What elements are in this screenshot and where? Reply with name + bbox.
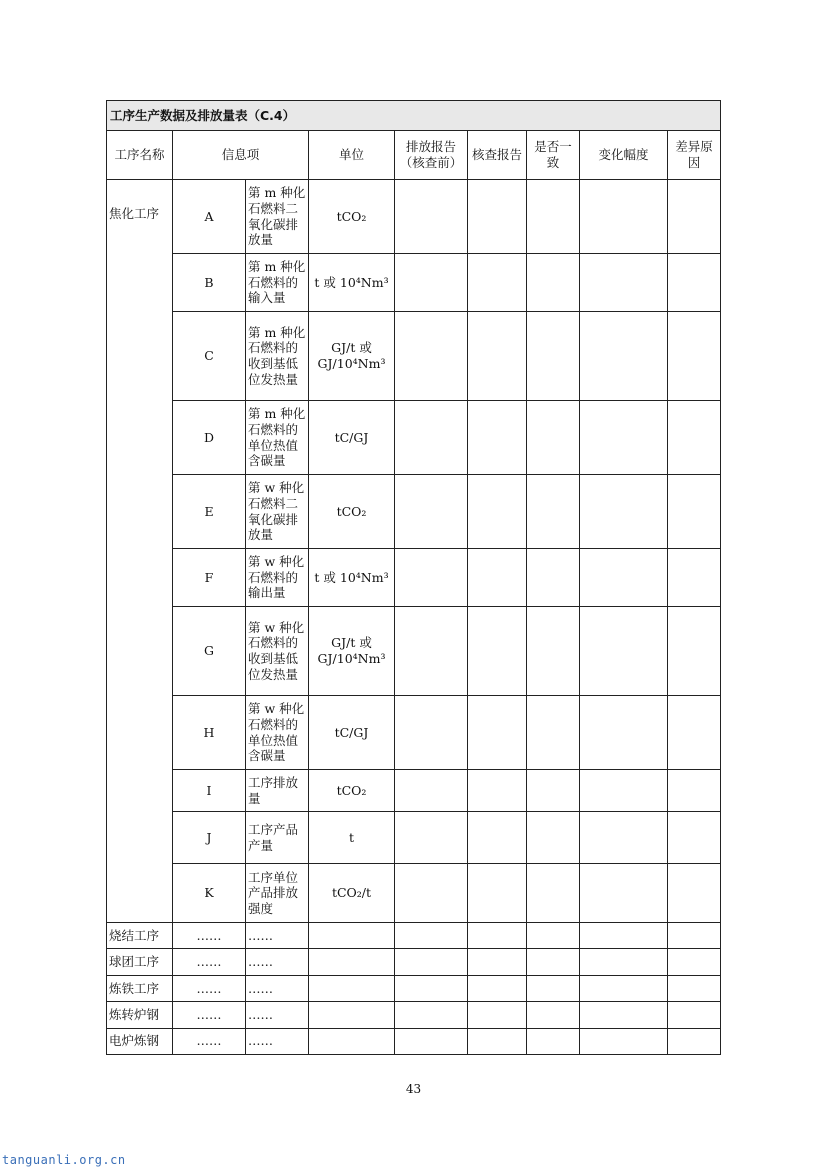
item-description: 工序产品产量: [246, 812, 309, 864]
cell-report: [395, 254, 468, 312]
cell-reason: [668, 812, 721, 864]
cell-change: [580, 549, 668, 607]
item-unit: [309, 1002, 395, 1028]
cell-report: [395, 549, 468, 607]
table-row: [107, 864, 721, 923]
cell-change: [580, 975, 668, 1001]
item-description: 第 w 种化石燃料的单位热值含碳量: [246, 696, 309, 770]
cell-reason: [668, 401, 721, 475]
cell-verify: [468, 812, 527, 864]
cell-change: [580, 770, 668, 812]
item-code: G: [173, 607, 246, 696]
cell-report: [395, 1028, 468, 1054]
cell-report: [395, 607, 468, 696]
cell-match: [527, 180, 580, 254]
cell-report: [395, 180, 468, 254]
cell-verify: [468, 312, 527, 401]
item-description: 第 w 种化石燃料的输出量: [246, 549, 309, 607]
cell-match: [527, 949, 580, 975]
cell-match: [527, 475, 580, 549]
table-row: [107, 549, 721, 607]
item-code: K: [173, 864, 246, 923]
table-title: 工序生产数据及排放量表（C.4）: [107, 101, 721, 131]
cell-change: [580, 1002, 668, 1028]
table-row: [107, 770, 721, 812]
item-code: H: [173, 696, 246, 770]
item-description: ……: [246, 1028, 309, 1054]
cell-reason: [668, 949, 721, 975]
cell-report: [395, 812, 468, 864]
cell-verify: [468, 696, 527, 770]
item-unit: t 或 10⁴Nm³: [309, 254, 395, 312]
item-unit: t: [309, 812, 395, 864]
process-name: 烧结工序: [107, 923, 173, 949]
item-code: J: [173, 812, 246, 864]
item-description: ……: [246, 949, 309, 975]
item-code: ……: [173, 975, 246, 1001]
header-process-name: 工序名称: [107, 131, 173, 180]
cell-change: [580, 949, 668, 975]
cell-verify: [468, 864, 527, 923]
table-row: [107, 696, 721, 770]
item-description: 第 m 种化石燃料的单位热值含碳量: [246, 401, 309, 475]
table-row: [107, 923, 721, 949]
cell-verify: [468, 949, 527, 975]
item-unit: GJ/t 或 GJ/10⁴Nm³: [309, 312, 395, 401]
table-row: [107, 607, 721, 696]
cell-report: [395, 475, 468, 549]
cell-match: [527, 1002, 580, 1028]
header-verification-report: 核查报告: [468, 131, 527, 180]
item-description: 第 w 种化石燃料二氧化碳排放量: [246, 475, 309, 549]
cell-reason: [668, 475, 721, 549]
cell-reason: [668, 549, 721, 607]
table-row: [107, 1002, 721, 1028]
item-unit: tCO₂: [309, 770, 395, 812]
page-number: 43: [405, 1082, 422, 1096]
cell-change: [580, 864, 668, 923]
item-description: 第 m 种化石燃料二氧化碳排放量: [246, 180, 309, 254]
cell-verify: [468, 180, 527, 254]
cell-match: [527, 607, 580, 696]
header-emission-report: 排放报告（核查前）: [395, 131, 468, 180]
table-row: [107, 312, 721, 401]
table-row: [107, 475, 721, 549]
item-description: ……: [246, 975, 309, 1001]
header-change-range: 变化幅度: [580, 131, 668, 180]
cell-match: [527, 549, 580, 607]
item-description: ……: [246, 1002, 309, 1028]
cell-report: [395, 975, 468, 1001]
item-unit: [309, 1028, 395, 1054]
cell-report: [395, 1002, 468, 1028]
process-name: 电炉炼钢: [107, 1028, 173, 1054]
cell-verify: [468, 1002, 527, 1028]
cell-match: [527, 812, 580, 864]
item-unit: t 或 10⁴Nm³: [309, 549, 395, 607]
cell-change: [580, 1028, 668, 1054]
table-row: [107, 975, 721, 1001]
cell-report: [395, 923, 468, 949]
cell-change: [580, 180, 668, 254]
cell-match: [527, 254, 580, 312]
item-code: ……: [173, 923, 246, 949]
cell-reason: [668, 923, 721, 949]
item-unit: tC/GJ: [309, 401, 395, 475]
item-description: 工序单位产品排放强度: [246, 864, 309, 923]
cell-report: [395, 312, 468, 401]
item-description: 第 w 种化石燃料的收到基低位发热量: [246, 607, 309, 696]
cell-change: [580, 312, 668, 401]
cell-match: [527, 864, 580, 923]
item-code: E: [173, 475, 246, 549]
item-code: I: [173, 770, 246, 812]
item-code: ……: [173, 1028, 246, 1054]
item-unit: GJ/t 或 GJ/10⁴Nm³: [309, 607, 395, 696]
item-code: ……: [173, 1002, 246, 1028]
cell-report: [395, 864, 468, 923]
cell-report: [395, 949, 468, 975]
cell-verify: [468, 254, 527, 312]
item-description: 第 m 种化石燃料的收到基低位发热量: [246, 312, 309, 401]
cell-verify: [468, 770, 527, 812]
cell-verify: [468, 1028, 527, 1054]
table-row: [107, 949, 721, 975]
process-name: 炼转炉钢: [107, 1002, 173, 1028]
header-info-item: 信息项: [173, 131, 309, 180]
cell-reason: [668, 607, 721, 696]
cell-verify: [468, 549, 527, 607]
cell-match: [527, 975, 580, 1001]
item-description: ……: [246, 923, 309, 949]
cell-change: [580, 923, 668, 949]
cell-match: [527, 696, 580, 770]
cell-reason: [668, 312, 721, 401]
item-unit: tCO₂/t: [309, 864, 395, 923]
item-code: D: [173, 401, 246, 475]
process-name: 炼铁工序: [107, 975, 173, 1001]
item-code: B: [173, 254, 246, 312]
item-unit: tC/GJ: [309, 696, 395, 770]
watermark-text: tanguanli.org.cn: [2, 1153, 126, 1167]
cell-report: [395, 401, 468, 475]
cell-change: [580, 696, 668, 770]
item-description: 第 m 种化石燃料的输入量: [246, 254, 309, 312]
table-row: [107, 812, 721, 864]
item-code: C: [173, 312, 246, 401]
item-unit: [309, 975, 395, 1001]
process-name-coking: 焦化工序: [107, 180, 173, 923]
table-row: [107, 401, 721, 475]
cell-change: [580, 475, 668, 549]
cell-verify: [468, 607, 527, 696]
cell-verify: [468, 475, 527, 549]
cell-match: [527, 312, 580, 401]
cell-reason: [668, 1002, 721, 1028]
item-unit: tCO₂: [309, 475, 395, 549]
cell-match: [527, 770, 580, 812]
header-consistent: 是否一致: [527, 131, 580, 180]
cell-change: [580, 401, 668, 475]
item-unit: [309, 923, 395, 949]
cell-report: [395, 696, 468, 770]
process-emission-table: [106, 100, 721, 1055]
item-code: A: [173, 180, 246, 254]
cell-reason: [668, 1028, 721, 1054]
cell-change: [580, 254, 668, 312]
header-difference-reason: 差异原因: [668, 131, 721, 180]
process-name: 球团工序: [107, 949, 173, 975]
cell-verify: [468, 923, 527, 949]
cell-match: [527, 401, 580, 475]
cell-reason: [668, 770, 721, 812]
header-unit: 单位: [309, 131, 395, 180]
cell-reason: [668, 254, 721, 312]
item-code: F: [173, 549, 246, 607]
cell-reason: [668, 975, 721, 1001]
item-unit: tCO₂: [309, 180, 395, 254]
item-code: ……: [173, 949, 246, 975]
cell-match: [527, 1028, 580, 1054]
cell-verify: [468, 975, 527, 1001]
table-row: [107, 1028, 721, 1054]
cell-change: [580, 607, 668, 696]
cell-report: [395, 770, 468, 812]
cell-reason: [668, 696, 721, 770]
item-description: 工序排放量: [246, 770, 309, 812]
cell-match: [527, 923, 580, 949]
table-row: [107, 180, 721, 254]
cell-reason: [668, 180, 721, 254]
cell-verify: [468, 401, 527, 475]
table-row: [107, 254, 721, 312]
cell-reason: [668, 864, 721, 923]
item-unit: [309, 949, 395, 975]
cell-change: [580, 812, 668, 864]
